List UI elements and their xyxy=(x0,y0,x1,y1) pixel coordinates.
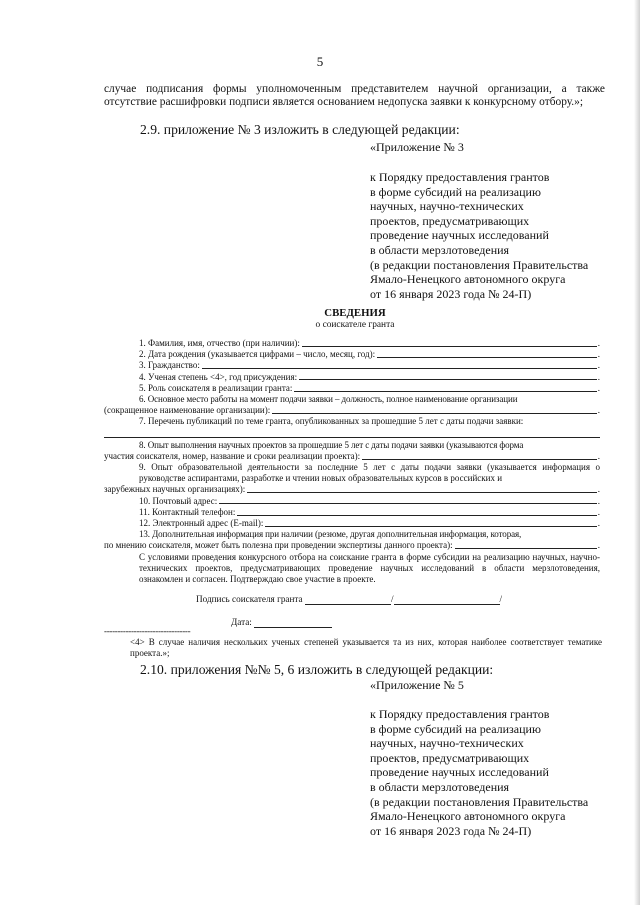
form-blank-line xyxy=(294,383,596,392)
form-end-dot: . xyxy=(597,405,600,416)
footnote xyxy=(104,637,602,659)
form-item-label: 12. Электронный адрес (E-mail): xyxy=(139,518,264,529)
form-item-4 xyxy=(104,372,600,383)
form-item-2 xyxy=(104,349,600,360)
form-item-label: 3. Гражданство: xyxy=(139,360,200,371)
form-item-13-line-a: 13. Дополнительная информация при наличии (резюме, другая дополнительная информация, которая, xyxy=(139,529,522,540)
form-end-dot: . xyxy=(597,518,600,529)
form-item-1 xyxy=(104,338,600,349)
appendix-3-line: научных, научно-технических xyxy=(370,199,524,214)
form-item-label: по мнению соискателя, может быть полезна при проведении экспертизы данного проекта): xyxy=(104,540,453,551)
signature-blank xyxy=(305,594,391,605)
form-item-6-line-a: 6. Основное место работы на момент подачи заявки – должность, полное наименование организации xyxy=(139,394,518,405)
form-item-label: (сокращенное наименование организации): xyxy=(104,405,271,416)
appendix-5-block xyxy=(370,707,620,838)
form-item-6-line-b xyxy=(104,405,600,416)
form-blank-line xyxy=(202,360,597,369)
form-end-dot: . xyxy=(597,484,600,495)
signature-label: Подпись соискателя гранта xyxy=(196,594,303,604)
form-item-label: 11. Контактный телефон: xyxy=(139,506,236,517)
form-blank-line xyxy=(247,484,597,493)
form-item-9-line-b xyxy=(104,484,600,495)
form-item-7: 7. Перечень публикаций по теме гранта, опубликованных за прошедшие 5 лет с даты подачи заявки: xyxy=(139,416,524,427)
form-item-3 xyxy=(104,360,600,371)
appendix-3-title: «Приложение № 3 xyxy=(370,140,464,154)
form-blank-line xyxy=(299,372,597,381)
appendix-3-line: проведение научных исследований xyxy=(370,228,549,243)
footnote-separator: -------------------------------- xyxy=(104,626,191,636)
appendix-3-line: (в редакции постановления Правительства xyxy=(370,257,589,272)
form-blank-line xyxy=(377,349,597,358)
appendix-5-line: к Порядку предоставления грантов xyxy=(370,707,550,721)
form-blank-line xyxy=(362,451,597,460)
form-item-11 xyxy=(104,507,600,518)
form-blank-line xyxy=(302,338,597,347)
form-item-13-line-b xyxy=(104,540,600,551)
form-end-dot: . xyxy=(597,349,600,360)
appendix-3-line: Ямало-Ненецкого автономного округа xyxy=(370,272,566,287)
page-edge-shadow xyxy=(634,0,640,905)
form-item-8-line-b xyxy=(104,451,600,462)
form-item-12 xyxy=(104,518,600,529)
form-end-dot: . xyxy=(597,540,600,551)
form-blank-line xyxy=(455,540,597,549)
date-label: Дата: xyxy=(231,617,252,627)
appendix-5-line: Ямало-Ненецкого автономного округа xyxy=(370,809,566,824)
form-item-label: 5. Роль соискателя в реализации гранта: xyxy=(139,382,293,393)
section-2-9-heading: 2.9. приложение № 3 изложить в следующей редакции: xyxy=(140,122,460,137)
form-consent-text: С условиями проведения конкурсного отбора на соискание гранта в форме субсидии на реализацию научных, научно-технических проектов, предусматривающих проведение научных исследований в области мерзлотоведения, ознакомлен и согласен. Подтверждаю свое участие в проекте. xyxy=(139,551,600,585)
form-item-label: участия соискателя, номер, название и сроки реализации проекта): xyxy=(104,450,361,461)
appendix-3-line: в области мерзлотоведения xyxy=(370,242,510,257)
appendix-5-line: научных, научно-технических xyxy=(370,736,524,751)
form-blank-line xyxy=(272,405,597,414)
form-end-dot: . xyxy=(597,382,600,393)
appendix-5-line: проведение научных исследований xyxy=(370,765,549,780)
appendix-5-line: в форме субсидий на реализацию xyxy=(370,721,541,736)
form-item-label: 4. Ученая степень <4>, год присуждения: xyxy=(139,371,298,382)
appendix-3-line: в форме субсидий на реализацию xyxy=(370,184,541,199)
form-end-dot: . xyxy=(597,495,600,506)
form-blank-line xyxy=(265,518,596,527)
form-blank-line xyxy=(104,428,600,438)
form-item-label: 10. Почтовый адрес: xyxy=(139,495,218,506)
appendix-5-line: от 16 января 2023 года № 24-П) xyxy=(370,823,532,838)
form-item-5 xyxy=(104,383,600,394)
signature-line xyxy=(196,594,502,605)
form-item-9: 9. Опыт образовательной деятельности за последние 5 лет с даты подачи заявки (указывается информация о руководстве аспирантами, разработке и чтении новых образовательных курсов в российских и xyxy=(139,462,600,484)
signature-name-blank xyxy=(394,594,500,605)
form-end-dot: . xyxy=(597,338,600,348)
appendix-5-line: (в редакции постановления Правительства xyxy=(370,794,589,809)
form-end-dot: . xyxy=(597,371,600,382)
form-title: СВЕДЕНИЯ xyxy=(324,307,386,319)
form-end-dot: . xyxy=(597,450,600,461)
form-item-8-line-a: 8. Опыт выполнения научных проектов за прошедшие 5 лет с даты подачи заявки (указываются форма xyxy=(139,439,524,450)
date-blank xyxy=(254,617,332,628)
section-2-10-heading: 2.10. приложения №№ 5, 6 изложить в следующей редакции: xyxy=(140,662,494,677)
appendix-3-block xyxy=(370,170,620,301)
form-end-dot: . xyxy=(597,506,600,517)
form-item-label: зарубежных научных организациях): xyxy=(104,484,246,495)
form-item-label: 2. Дата рождения (указывается цифрами – число, месяц, год): xyxy=(139,349,376,360)
form-end-dot: . xyxy=(597,360,600,371)
appendix-5-line: проектов, предусматривающих xyxy=(370,750,530,765)
form-blank-line xyxy=(219,496,596,505)
appendix-3-line: проектов, предусматривающих xyxy=(370,213,530,228)
form-item-label: 1. Фамилия, имя, отчество (при наличии): xyxy=(139,338,300,348)
intro-paragraph: случае подписания формы уполномоченным представителем научной организации, а также отсутствие расшифровки подписи является основанием недопуска заявки к конкурсному отбору.»; xyxy=(104,83,605,108)
page-number: 5 xyxy=(316,54,324,69)
appendix-3-line: к Порядку предоставления грантов xyxy=(370,170,550,184)
form-item-10 xyxy=(104,496,600,507)
signature-slash: / xyxy=(390,594,394,604)
appendix-5-line: в области мерзлотоведения xyxy=(370,779,510,794)
date-line xyxy=(231,617,332,628)
footnote-text: <4> В случае наличия нескольких ученых степеней указывается та из них, которая наиболее соответствует тематике проекта.»; xyxy=(130,637,602,659)
form-subtitle: о соискателе гранта xyxy=(315,320,395,330)
appendix-3-line: от 16 января 2023 года № 24-П) xyxy=(370,286,532,301)
appendix-5-title: «Приложение № 5 xyxy=(370,678,464,692)
form-blank-line xyxy=(237,507,596,516)
applicant-form xyxy=(104,338,600,585)
signature-slash-end: / xyxy=(499,594,503,604)
